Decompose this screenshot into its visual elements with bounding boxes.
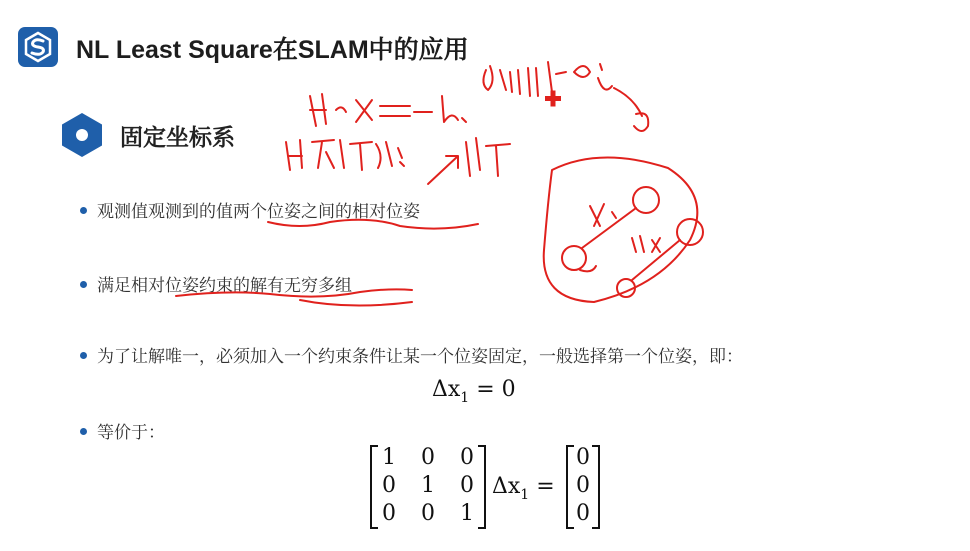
eq2-mid: Δx: [492, 474, 521, 499]
matrix-cell: 0: [460, 445, 474, 470]
vector-cell: 0: [576, 473, 590, 498]
vector-cell: 0: [576, 501, 590, 526]
matrix-cell: 1: [421, 473, 435, 498]
page-title: NL Least Square在SLAM中的应用: [76, 36, 469, 64]
matrix-cell: 0: [421, 501, 435, 526]
matrix-cell: 0: [460, 473, 474, 498]
matrix-cell: 0: [382, 501, 396, 526]
matrix-cell: 1: [460, 501, 474, 526]
eq1-sub: 1: [460, 390, 470, 406]
bullet-unique-solution: 为了让解唯一，必须加入一个约束条件让某一个位姿固定，一般选择第一个位姿，即：: [97, 347, 743, 366]
bullet-equivalent: 等价于：: [97, 423, 165, 442]
matrix-cell: 1: [382, 445, 396, 470]
bullet-dot: [80, 207, 87, 214]
bullet-dot: [80, 281, 87, 288]
identity-matrix: [370, 445, 486, 529]
vector-cell: 0: [576, 445, 590, 470]
matrix-cell: 0: [421, 445, 435, 470]
hexagon-icon: [58, 111, 106, 159]
section-title: 固定坐标系: [120, 124, 235, 150]
red-cross-icon: [545, 91, 561, 107]
matrix-cell: 0: [382, 473, 396, 498]
eq2-eq: =: [536, 474, 555, 499]
logo-icon: [18, 27, 58, 67]
bullet-dot: [80, 352, 87, 359]
eq1-rhs: = 0: [476, 377, 516, 402]
equation-delta-x1: [492, 474, 555, 503]
bullet-observation: 观测值观测到的值两个位姿之间的相对位姿: [97, 202, 420, 221]
zero-vector: [566, 445, 600, 529]
bullet-infinite-solutions: 满足相对位姿约束的解有无穷多组: [97, 276, 352, 295]
underline-constraint-2: [300, 300, 412, 306]
bullet-dot: [80, 428, 87, 435]
eq2-sub: 1: [520, 487, 530, 503]
equation-delta-x1-zero: [432, 377, 516, 406]
eq1-lhs: Δx: [432, 377, 461, 402]
